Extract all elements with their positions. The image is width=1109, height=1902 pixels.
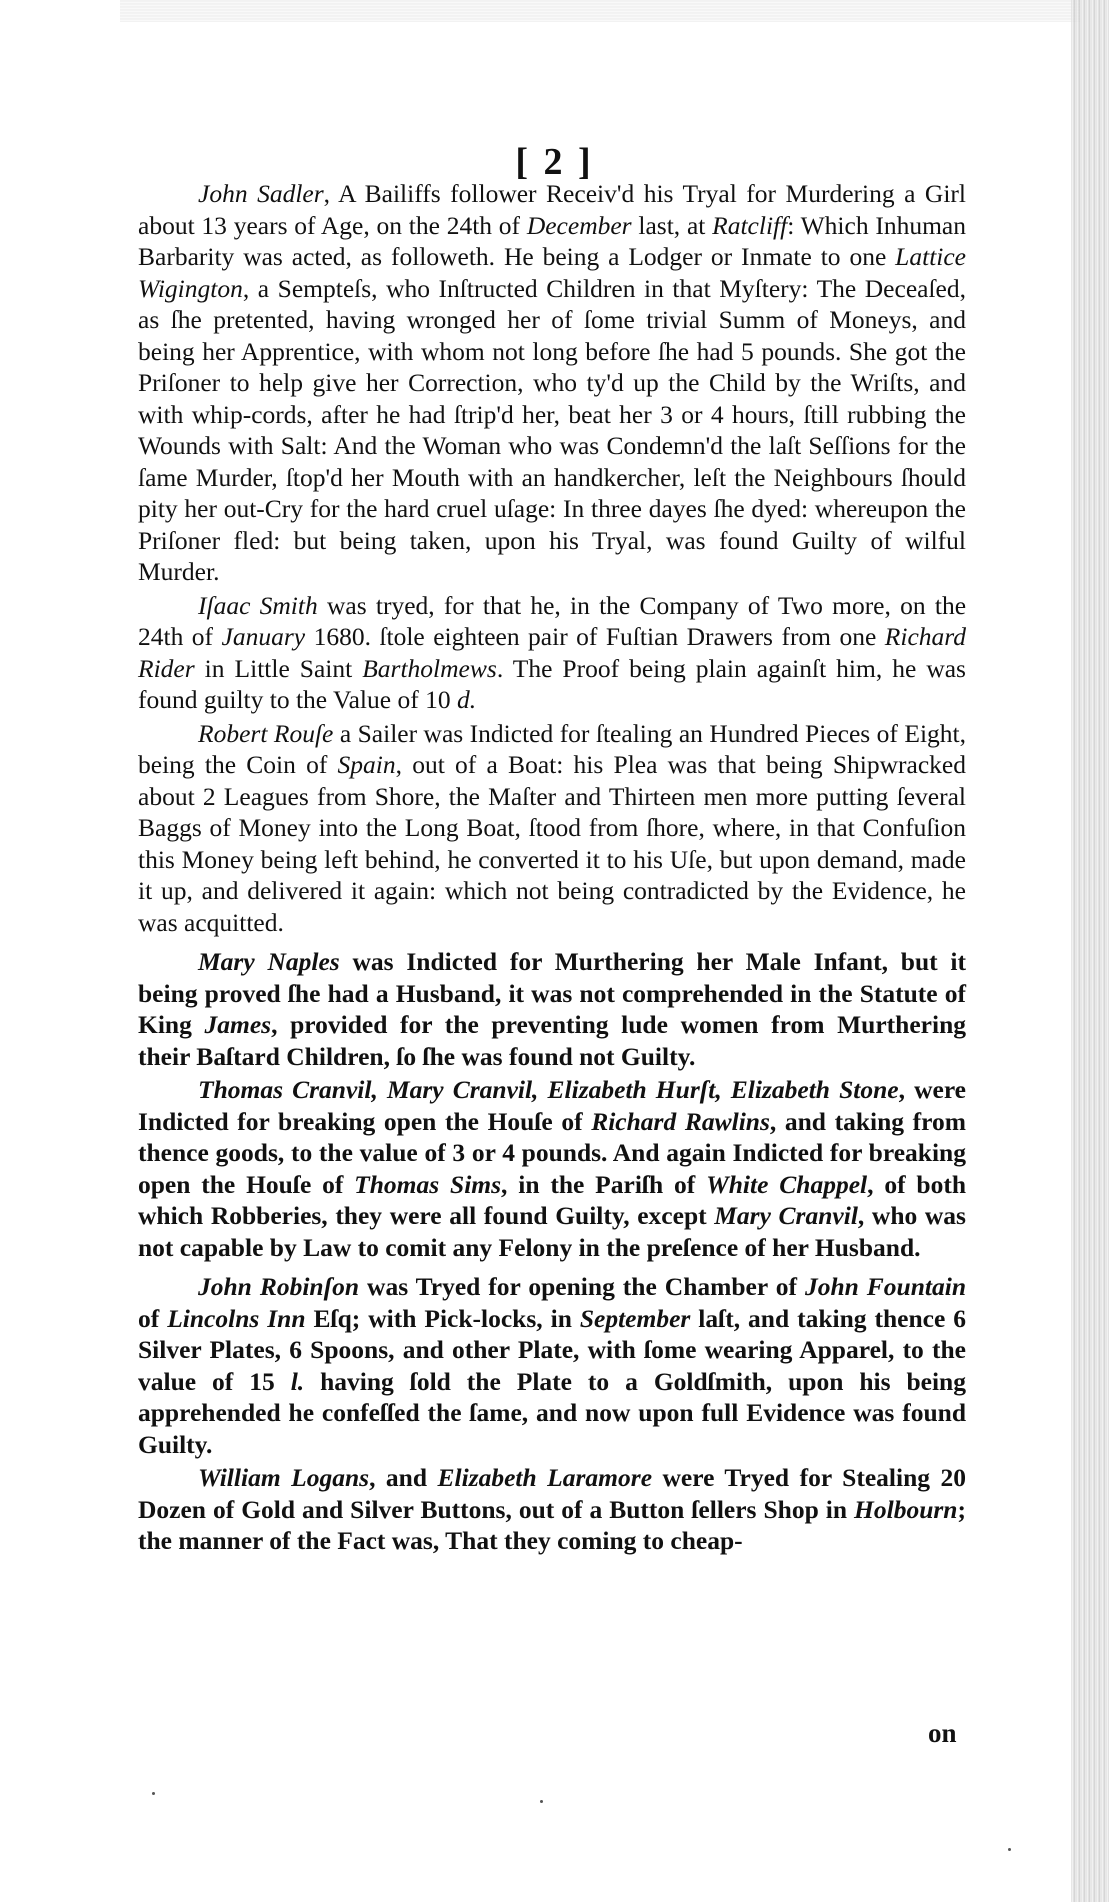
- italic-name-run: James: [204, 1010, 272, 1039]
- text-run: was Tryed for opening the Chamber of: [359, 1272, 805, 1301]
- text-run: were Tryed for Stealing 20 Dozen of Gold and Silver Buttons, out of a Button ſellers Shop in: [138, 1463, 966, 1524]
- italic-name-run: Lattice Wigington: [138, 242, 966, 303]
- italic-name-run: Mary Cranvil: [714, 1201, 858, 1230]
- text-run: , in the Pariſh of: [501, 1169, 707, 1199]
- italic-name-run: William Logans: [198, 1463, 370, 1492]
- italic-name-run: Spain: [337, 750, 396, 779]
- italic-name-run: d.: [456, 685, 477, 714]
- paragraph-isaac-smith: [138, 590, 966, 716]
- body-text: [138, 178, 966, 1559]
- text-run: , A Bailiffs follower Receiv'd his Tryal for Murdering a Girl about 13 years of Age, on the 24th of: [138, 179, 966, 240]
- italic-name-run: Bartholmews: [362, 653, 497, 683]
- text-run: having ſold the Plate to a Goldſmith, upon his being apprehended he confeſſed the ſame, and now upon full Evidence was found Guilty.: [138, 1366, 966, 1459]
- page-number: [ 2 ]: [515, 141, 594, 183]
- text-run: last, at: [631, 210, 713, 240]
- text-run: , a Sempteſs, who Inſtructed Children in that Myſtery: The Deceaſed, as ſhe pretented, having wronged her of ſome trivial Summ of Moneys, and being her Apprentice, with whom not long before ſhe had 5 pounds. She got the Priſoner to help give her Correction, who ty'd up the Child by the Wriſts, and with whip-cords, after he had ſtrip'd her, beat her 3 or 4 hours, ſtill rubbing the Wounds with Salt: And the Woman who was Condemn'd the laſt Seſſions for the ſame Murder, ſtop'd her Mouth with an handkercher, leſt the Neighbours ſhould pity her out-Cry for the hard cruel uſage: In three dayes ſhe dyed: whereupon the Priſoner fled: but being taken, upon his Tryal, was found Guilty of wilful Murder.: [138, 273, 966, 586]
- scan-speck: [152, 1792, 155, 1795]
- text-run: ; the manner of the Fact was, That they coming to cheap-: [138, 1494, 966, 1555]
- italic-name-run: Ratcliff: [712, 210, 788, 240]
- italic-name-run: John Sadler: [198, 179, 324, 208]
- italic-name-run: Thomas Sims: [354, 1169, 502, 1199]
- text-run: , who was not capable by Law to comit any Felony in the preſence of her Husband.: [138, 1201, 966, 1262]
- italic-name-run: December: [526, 210, 632, 240]
- italic-name-run: Robert Rouſe: [198, 718, 334, 748]
- text-run: , provided for the preventing lude women from Murthering their Baſtard Children, ſo ſhe was found not Guilty.: [138, 1010, 966, 1071]
- text-run: 1680. ſtole eighteen pair of Fuſtian Drawers from one: [305, 622, 885, 651]
- italic-name-run: Lincolns Inn: [167, 1303, 306, 1333]
- paragraph-john-robinson: [138, 1271, 966, 1460]
- scan-binding-edge: [1071, 0, 1109, 1902]
- italic-name-run: Richard Rawlins: [591, 1106, 770, 1136]
- italic-name-run: Thomas Cranvil, Mary Cranvil, Elizabeth Hurſt, Elizabeth Stone: [198, 1075, 899, 1104]
- scan-speck: [1008, 1848, 1011, 1851]
- text-run: was tryed, for that he, in the Company of Two more, on the 24th of: [138, 590, 967, 651]
- italic-name-run: January: [221, 622, 306, 651]
- scan-speck: [540, 1800, 543, 1803]
- italic-name-run: John Fountain: [804, 1272, 967, 1301]
- italic-name-run: White Chappel: [706, 1169, 868, 1199]
- paragraph-robert-rouse: [138, 718, 966, 939]
- text-run: , were Indicted for breaking open the Houſe of: [138, 1075, 966, 1136]
- italic-name-run: l.: [290, 1366, 305, 1396]
- italic-name-run: Iſaac Smith: [198, 590, 318, 620]
- text-run: , of both which Robberies, they were all found Guilty, except: [138, 1169, 966, 1230]
- text-run: , out of a Boat: his Plea was that being Shipwracked about 2 Leagues from Shore, the Maſter and Thirteen men more putting ſeveral Baggs of Money into the Long Boat, ſtood from ſhore, where, in that Confuſion this Money being left behind, he converted it to his Uſe, but upon demand, made it up, and delivered it again: which not being contradicted by the Evidence, he was acquitted.: [138, 750, 966, 937]
- text-run: of: [138, 1303, 168, 1333]
- text-run: . The Proof being plain againſt him, he was found guilty to the Value of 10: [138, 653, 966, 714]
- catchword: on: [928, 1718, 957, 1748]
- paragraph-logans-laramore: [138, 1462, 966, 1557]
- italic-name-run: John Robinſon: [198, 1272, 360, 1301]
- italic-name-run: September: [579, 1303, 691, 1333]
- text-run: a Sailer was Indicted for ſtealing an Hundred Pieces of Eight, being the Coin of: [138, 718, 966, 779]
- scan-top-edge: [120, 0, 1080, 22]
- italic-name-run: Mary Naples: [198, 947, 340, 976]
- paragraph-mary-naples: [138, 946, 966, 1072]
- text-run: , and taking from thence goods, to the value of 3 or 4 pounds. And again Indicted for breaking open the Houſe of: [138, 1106, 966, 1199]
- text-run: was Indicted for Murthering her Male Infant, but it being proved ſhe had a Husband, it was not comprehended in the Statute of King: [138, 947, 966, 1039]
- text-run: : Which Inhuman Barbarity was acted, as followeth. He being a Lodger or Inmate to one: [138, 210, 966, 271]
- text-run: laſt, and taking thence 6 Silver Plates, 6 Spoons, and other Plate, with ſome wearing Apparel, to the value of 15: [138, 1303, 967, 1396]
- italic-name-run: Holbourn: [854, 1494, 958, 1524]
- italic-name-run: Richard Rider: [138, 622, 966, 683]
- text-run: Eſq; with Pick-locks, in: [305, 1303, 580, 1333]
- paragraph-john-sadler: [138, 178, 966, 588]
- italic-name-run: Elizabeth Laramore: [437, 1463, 653, 1492]
- text-run: in Little Saint: [194, 653, 363, 683]
- paragraph-cranvil-hurst-stone: [138, 1074, 966, 1263]
- text-run: , and: [369, 1463, 438, 1492]
